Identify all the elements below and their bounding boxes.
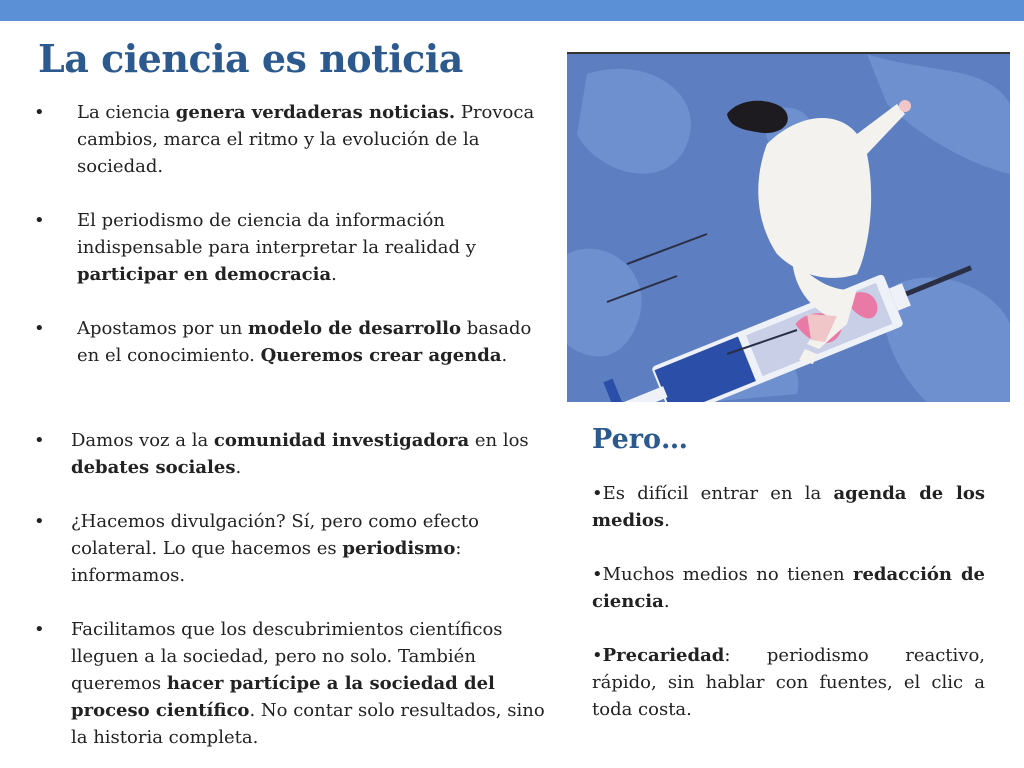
text-run: ¿Hacemos divulgación? Sí, pero como efecto colateral. Lo que hacemos es — [71, 511, 479, 559]
text-run: . — [331, 264, 337, 285]
bullet-item — [34, 207, 554, 288]
text-run: . — [663, 591, 670, 612]
bullet-item — [34, 427, 554, 481]
bullet-dot: • — [34, 318, 45, 339]
pero-item — [592, 480, 985, 534]
text-run: basado en el conocimiento. — [77, 318, 532, 366]
text-run: . — [664, 510, 670, 531]
bullet-dot: • — [34, 511, 45, 532]
illustration-svg — [567, 54, 1010, 402]
pero-item — [592, 642, 985, 723]
text-run: El periodismo de ciencia da información indispensable para interpretar la realidad y — [77, 210, 476, 258]
bullet-item — [34, 99, 554, 180]
pero-heading: Pero… — [592, 424, 688, 455]
top-accent-bar — [0, 0, 1024, 21]
bold-text: comunidad investigadora — [213, 430, 470, 451]
bullet-dot: • — [34, 210, 45, 231]
text-run: . — [235, 457, 242, 478]
pero-list — [592, 480, 985, 723]
slide-title: La ciencia es noticia — [38, 36, 463, 81]
text-run: . No contar solo resultados, sino la historia completa. — [71, 700, 545, 748]
bullet-dot: • — [34, 430, 45, 451]
bullet-dot: • — [34, 619, 45, 640]
bold-text: Queremos crear agenda — [260, 345, 502, 366]
text-run: Damos voz a la — [71, 430, 214, 451]
bold-text: periodismo — [342, 538, 456, 559]
bullet-list-upper — [34, 99, 554, 369]
text-run: en los — [469, 430, 529, 451]
bullet-item — [34, 616, 554, 751]
text-run: . — [501, 345, 508, 366]
text-run: Facilitamos que los descubrimientos científicos lleguen a la sociedad, pero no solo. También queremos — [71, 619, 503, 694]
text-run: • — [592, 645, 603, 666]
bold-text: participar en democracia — [77, 264, 332, 285]
text-run: •Es difícil entrar en la — [592, 483, 834, 504]
text-run: La ciencia — [77, 102, 176, 123]
text-run: : periodismo reactivo, rápido, sin hablar con fuentes, el clic a toda costa. — [592, 645, 985, 720]
text-run: Provoca cambios, marca el ritmo y la evolución de la sociedad. — [77, 102, 535, 177]
scientist-syringe-illustration — [567, 52, 1010, 402]
bold-text: modelo de desarrollo — [248, 318, 462, 339]
bullet-item — [34, 315, 554, 369]
text-run: Apostamos por un — [77, 318, 249, 339]
bold-text: redacción de ciencia — [592, 564, 986, 612]
text-run: : informamos. — [71, 538, 462, 586]
bold-text: agenda de los medios — [592, 483, 985, 531]
bold-text: debates sociales — [71, 457, 236, 478]
bullet-dot: • — [34, 102, 45, 123]
pero-item — [592, 561, 985, 615]
bullet-item — [34, 508, 554, 589]
bold-text: Precariedad — [602, 645, 725, 666]
bullet-list-lower — [34, 427, 554, 751]
bold-text: genera verdaderas noticias. — [175, 102, 456, 123]
text-run: •Muchos medios no tienen — [592, 564, 853, 585]
bold-text: hacer partícipe a la sociedad del proceso científico — [71, 673, 495, 721]
